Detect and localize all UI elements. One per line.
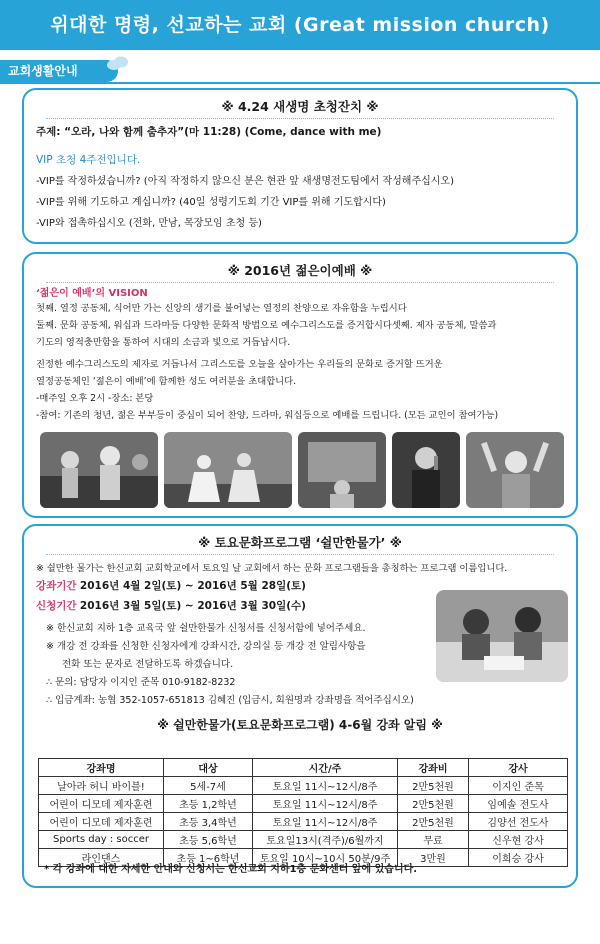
- apply-period: [36, 598, 306, 613]
- table-row: [39, 795, 568, 813]
- lecture-period-value: 2016년 4월 2일(토) ~ 2016년 5월 28일(토): [79, 580, 306, 592]
- vip-item: -VIP와 접촉하십시오 (전화, 만남, 목장모임 초청 등): [36, 218, 262, 229]
- header-course: 강좌명: [39, 759, 164, 777]
- vision-line: 둘째. 문화 공동체, 워십과 드라마등 다양한 문화적 방법으로 예수그리스도를 증거합시다셋째. 제자 공동체, 말씀과: [36, 320, 497, 331]
- vision-heading: ‘젊은이 예배’의 VISION: [36, 288, 148, 299]
- worship-photo: [466, 432, 564, 508]
- time-cell: 토요일 11시~12시/8주: [253, 777, 398, 795]
- instructor-cell: 이희승 강사: [469, 849, 568, 867]
- bank-account: ∴ 입금계좌: 농협 352-1057-651813 김혜진 (입금시, 회원명과 강좌명을 적어주십시오): [46, 695, 414, 706]
- section-divider: [0, 82, 600, 84]
- target-cell: 초등 5,6학년: [164, 831, 253, 849]
- instructor-cell: 임예솔 전도사: [469, 795, 568, 813]
- table-row: [39, 777, 568, 795]
- fee-cell: 2만5천원: [398, 777, 469, 795]
- time-cell: 토요일 10시~10시 50분/9주: [253, 849, 398, 867]
- time-cell: 토요일 11시~12시/8주: [253, 813, 398, 831]
- children-photo: [436, 590, 568, 682]
- participation-line: -참여: 기존의 청년, 젊은 부부등이 중심이 되어 찬양, 드라마, 워십등으로 예배를 드립니다. (모든 교인이 참여가능): [36, 410, 499, 421]
- cloud-icon: [106, 56, 130, 70]
- vip-subtitle: VIP 초청 4주전입니다.: [36, 154, 141, 166]
- course-cell: Sports day : soccer: [39, 831, 164, 849]
- worship-photo: [40, 432, 158, 508]
- target-cell: 초등 1~6학년: [164, 849, 253, 867]
- course-cell: 라인댄스: [39, 849, 164, 867]
- target-cell: 초등 3,4학년: [164, 813, 253, 831]
- fee-cell: 2만5천원: [398, 813, 469, 831]
- lecture-period-label: 강좌기간: [36, 580, 77, 592]
- section-tag-label: 교회생활안내: [8, 64, 78, 78]
- header-instructor: 강사: [469, 759, 568, 777]
- saturday-program-title: ※ 토요문화프로그램 ‘쉴만한물가’ ※: [46, 532, 554, 555]
- instructor-cell: 이지인 준목: [469, 777, 568, 795]
- schedule-table: [38, 758, 568, 867]
- worship-photo: [298, 432, 386, 508]
- young-worship-title: ※ 2016년 젊은이예배 ※: [46, 260, 554, 283]
- apply-period-value: 2016년 3월 5일(토) ~ 2016년 3월 30일(수): [79, 600, 306, 612]
- invite-line: 열정공동체인 ‘젊은이 예배’에 함께한 성도 여러분을 초대합니다.: [36, 376, 297, 387]
- program-note: 전화 또는 문자로 전달하도록 하겠습니다.: [62, 659, 234, 670]
- banner-title: 위대한 명령, 선교하는 교회 (Great mission church): [50, 14, 550, 36]
- header-time: 시간/주: [253, 759, 398, 777]
- target-cell: 초등 1,2학년: [164, 795, 253, 813]
- schedule-line: -매주일 오후 2시 -장소: 본당: [36, 393, 154, 404]
- vision-line: 기도의 영적충만함을 통하여 시대의 소금과 빛으로 거듭납시다.: [36, 337, 291, 348]
- schedule-footer: * 각 강좌에 대한 자세한 안내와 신청서는 한신교회 지하1층 문화센터 앞에 있습니다.: [44, 864, 418, 875]
- event-theme: 주제: “오라, 나와 함께 춤추자”(마 11:28) (Come, dance with me): [36, 126, 382, 138]
- fee-cell: 2만5천원: [398, 795, 469, 813]
- section-tag: [0, 60, 118, 82]
- program-intro: ※ 쉴만한 물가는 한신교회 교회학교에서 토요일 날 교회에서 하는 문화 프로그램들을 총칭하는 프로그램 이름입니다.: [36, 563, 508, 574]
- schedule-title: ※ 쉴만한물가(토요문화프로그램) 4-6월 강좌 알림 ※: [157, 718, 443, 732]
- new-life-event-box: [22, 88, 578, 244]
- time-cell: 토요일13시(격주)/6월까지: [253, 831, 398, 849]
- fee-cell: 3만원: [398, 849, 469, 867]
- young-worship-box: [22, 252, 578, 518]
- instructor-cell: 김양선 전도사: [469, 813, 568, 831]
- program-note: ※ 한신교회 지하 1층 교육국 앞 쉴만한물가 신청서를 신청서함에 넣어주세요.: [46, 623, 366, 634]
- vip-item: -VIP를 작정하셨습니까? (아직 작정하지 않으신 분은 현관 앞 새생명전도팀에서 작성해주십시오): [36, 176, 454, 187]
- course-cell: 날아라 허니 바이블!: [39, 777, 164, 795]
- table-header-row: [39, 759, 568, 777]
- vision-line: 첫째. 열정 공동체, 식어만 가는 신앙의 생기를 불어넣는 열정의 찬양으로 자유함을 누립시다: [36, 303, 407, 314]
- lecture-period: [36, 578, 306, 593]
- saturday-program-box: [22, 524, 578, 888]
- time-cell: 토요일 11시~12시/8주: [253, 795, 398, 813]
- vip-item: -VIP를 위해 기도하고 계십니까? (40일 성령기도회 기간 VIP를 위해 기도합시다): [36, 197, 386, 208]
- apply-period-label: 신청기간: [36, 600, 77, 612]
- instructor-cell: 신우현 강사: [469, 831, 568, 849]
- invite-line: 진정한 예수그리스도의 제자로 거듭나서 그리스도를 오늘을 살아가는 우리들의 문화로 증거할 뜨거운: [36, 359, 443, 370]
- header-target: 대상: [164, 759, 253, 777]
- course-cell: 어린이 디모데 제자훈련: [39, 795, 164, 813]
- table-row: [39, 831, 568, 849]
- header-fee: 강좌비: [398, 759, 469, 777]
- worship-photo: [392, 432, 460, 508]
- worship-photo: [164, 432, 292, 508]
- program-note: ※ 개강 전 강좌를 신청한 신청자에게 강좌시간, 강의실 등 개강 전 알림사항을: [46, 641, 366, 652]
- new-life-event-title: ※ 4.24 새생명 초청잔치 ※: [46, 96, 554, 119]
- table-row: [39, 813, 568, 831]
- fee-cell: 무료: [398, 831, 469, 849]
- target-cell: 5세-7세: [164, 777, 253, 795]
- course-cell: 어린이 디모데 제자훈련: [39, 813, 164, 831]
- contact-info: ∴ 문의: 담당자 이지인 준목 010-9182-8232: [46, 677, 236, 688]
